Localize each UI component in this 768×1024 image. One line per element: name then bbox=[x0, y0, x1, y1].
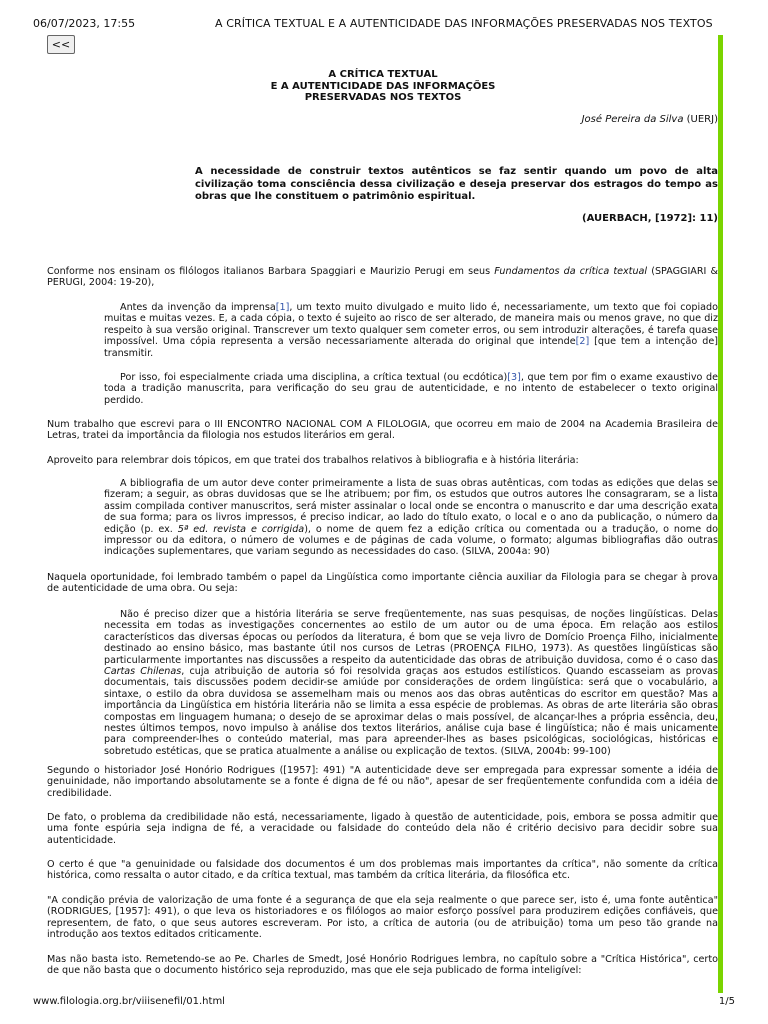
paragraph-5: Segundo o historiador José Honório Rodrigues ([1957]: 491) "A autenticidade deve ser empregada para expressar somente a idéia de genuinidade, não importando absolutamente se a fonte é digna de fé ou não", apesar de ser freqüentemente confundida com a idéia de credibilidade. bbox=[47, 765, 718, 799]
article-title bbox=[200, 69, 566, 104]
title-line-2: E A AUTENTICIDADE DAS INFORMAÇÕES bbox=[270, 80, 496, 92]
block-quote-2: Por isso, foi especialmente criada uma disciplina, a crítica textual (ou ecdótica)[3], que tem por fim o exame exaustivo de toda a tradição manuscrita, para verificação do seu grau de autenticidade, e no intento de estabelecer o texto original perdido. bbox=[104, 372, 718, 406]
title-line-1: A CRÍTICA TEXTUAL bbox=[328, 69, 438, 80]
paragraph-3: Aproveito para relembrar dois tópicos, em que tratei dos trabalhos relativos à bibliografia e à história literária: bbox=[47, 455, 579, 466]
paragraph-6: De fato, o problema da credibilidade não está, necessariamente, ligado à questão de autenticidade, pois, embora se possa admitir que uma fonte espúria seja indigna de fé, a veracidade ou falsidade do conteúdo dela não é critério decisivo para decidir sobre sua autenticidade. bbox=[47, 812, 718, 846]
epigraph-citation: (AUERBACH, [1972]: 11) bbox=[582, 213, 718, 224]
author bbox=[582, 114, 718, 125]
back-button[interactable]: << bbox=[47, 35, 75, 54]
author-affiliation: (UERJ) bbox=[683, 114, 718, 125]
print-header-title: A CRÍTICA TEXTUAL E A AUTENTICIDADE DAS INFORMAÇÕES PRESERVADAS NOS TEXTOS bbox=[215, 17, 713, 30]
footnote-link-2[interactable]: [2] bbox=[575, 336, 590, 348]
page-margin-bar bbox=[718, 35, 723, 993]
paragraph-9: Mas não basta isto. Remetendo-se ao Pe. Charles de Smedt, José Honório Rodrigues lembra, no capítulo sobre a "Crítica Histórica", certo de que não basta que o documento histórico seja reproduzido, mas que ele seja publicado de forma inteligível: bbox=[47, 954, 718, 977]
paragraph-8: "A condição prévia de valorização de uma fonte é a segurança de que ela seja realmente o que parece ser, isto é, uma fonte autêntica" (RODRIGUES, [1957]: 491), o que leva os historiadores e os filólogos ao maior esforço possível para produzirem edições confiáveis, que representem, de fato, o que seus autores escreveram. Por isto, a crítica de autoria (ou de atribuição) toma um peso tão grande na introdução aos textos editados criticamente. bbox=[47, 895, 718, 941]
block-quote-1: Antes da invenção da imprensa[1], um texto muito divulgado e muito lido é, necessariamente, um texto que foi copiado muitas e muitas vezes. E, a cada cópia, o texto é sujeito ao risco de ser alterado, de maneira mais ou menos grave, no que diz respeito à sua versão original. Transcrever um texto qualquer sem cometer erros, ou sem introduzir alterações, é tarefa quase impossível. Uma cópia representa a versão necessariamente alterada do original que intende[2] [que tem a intenção de] transmitir. bbox=[104, 302, 718, 359]
footnote-link-1[interactable]: [1] bbox=[275, 302, 290, 313]
paragraph-4: Naquela oportunidade, foi lembrado também o papel da Lingüística como importante ciência auxiliar da Filologia para se chegar à prova de autenticidade de uma obra. Ou seja: bbox=[47, 572, 718, 595]
block-quote-4: Não é preciso dizer que a história literária se serve freqüentemente, nas suas pesquisas, de noções lingüísticas. Delas necessita em todas as investigações concernentes ao estilo de um autor ou de uma época. Em relação aos estilos característicos das diversas épocas ou períodos da literatura, é bom que se veja livro de Domício Proença Filho, inicialmente destinado ao ensino básico, mas bastante útil nos cursos de Letras (PROENÇA FILHO, 1973). As questões lingüísticas são particularmente importantes nas discussões a respeito da autenticidade das obras de atribuição duvidosa, como é o caso das Cartas Chilenas, cuja atribuição de autoria só foi resolvida graças aos estudos estilísticos. Quando escasseiam as provas documentais, tais discussões podem decidir-se amiúde por considerações de ordem lingüística: será que o vocabulário, a sintaxe, o estilo da obra duvidosa se assemelham mais ou menos aos das obras autênticas do escritor em questão? Mas a importância da Lingüística em história literária não se limita a essa espécie de problemas. As obras de arte literária são obras compostas em linguagem humana; o desejo de se aproximar delas o mais possível, de alcançar-lhes a própria essência, deu, nestes últimos tempos, novo impulso à análise dos textos literários, análise cuja base é lingüística; não é mais unicamente para compreender-lhes o conteúdo material, mas para apreender-lhes as bases psicológicas, sociológicas, históricas e sobretudo estéticas, que se pratica atualmente a análise ou explicação de textos. (SILVA, 2004b: 99-100) bbox=[104, 609, 718, 757]
paragraph-1: Conforme nos ensinam os filólogos italianos Barbara Spaggiari e Maurizio Perugi em seus Fundamentos da crítica textual (SPAGGIARI & PERUGI, 2004: 19-20), bbox=[47, 266, 718, 289]
print-footer-url: www.filologia.org.br/viiisenefil/01.html bbox=[33, 996, 225, 1007]
paragraph-7: O certo é que "a genuinidade ou falsidade dos documentos é um dos problemas mais importantes da crítica", não somente da crítica histórica, como ressalta o autor citado, e da crítica textual, mas também da crítica literária, da filosófica etc. bbox=[47, 859, 718, 882]
epigraph: A necessidade de construir textos autênticos se faz sentir quando um povo de alta civilização toma consciência dessa civilização e deseja preservar dos estragos do tempo as obras que lhe constituem o patrimônio espiritual. bbox=[195, 166, 718, 202]
print-page-number: 1/5 bbox=[718, 996, 735, 1007]
paragraph-2: Num trabalho que escrevi para o III ENCONTRO NACIONAL COM A FILOLOGIA, que ocorreu em maio de 2004 na Academia Brasileira de Letras, tratei da importância da filologia nos estudos literários em geral. bbox=[47, 419, 718, 442]
author-name: José Pereira da Silva bbox=[581, 114, 684, 125]
block-quote-3: A bibliografia de um autor deve conter primeiramente a lista de suas obras autênticas, com todas as edições que delas se fizeram; a seguir, as obras duvidosas que se lhe atribuem; por fim, os estudos que outros autores lhe consagraram, se a lista assim compilada contiver manuscritos, será mister assinalar o local onde se encontra o manuscrito e dar uma descrição exata de sua forma; para os livros impressos, é preciso indicar, ao lado do título exato, o local e o ano da publicação, o número da edição (p. ex. 5ª ed. revista e corrigida), o nome de quem fez a edição crítica ou comentada ou a tradução, o nome do impressor ou da editora, o número de volumes e de páginas de cada volume, o formato; algumas bibliografias dão outras indicações suplementares, que variam segundo as necessidades do caso. (SILVA, 2004a: 90) bbox=[104, 478, 718, 558]
title-line-3: PRESERVADAS NOS TEXTOS bbox=[304, 92, 462, 103]
footnote-link-3[interactable]: [3] bbox=[507, 372, 521, 383]
print-date: 06/07/2023, 17:55 bbox=[33, 17, 136, 30]
